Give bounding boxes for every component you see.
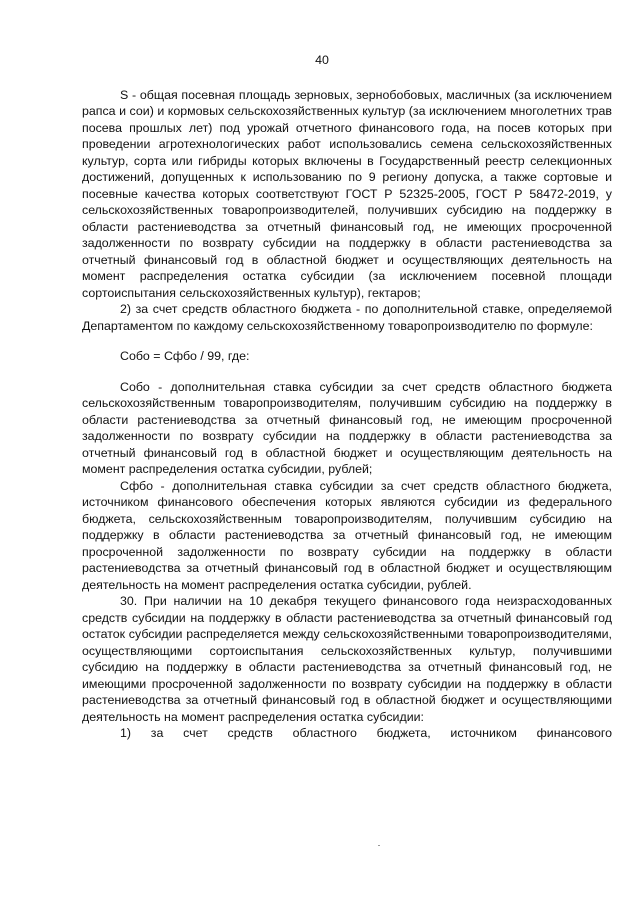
paragraph-regional-budget-rate: 2) за счет средств областного бюджета - по дополнительной ставке, определяемой Департаментом по каждому сельскохозяйственному товаропроизводителю по формуле:	[82, 302, 612, 333]
paragraph-sfbo-definition: Сфбо - дополнительная ставка субсидии за счет средств областного бюджета, источником финансового обеспечения которых являются субсидии из федерального бюджета, сельскохозяйственным товаропроизводителям, получившим субсидию на поддержку в области растениеводства за отчетный финансовый год, не имеющим просроченной задолженности по возврату субсидии на поддержку в области растениеводства за отчетный финансовый год в областной бюджет и осуществляющим деятельность на момент распределения остатка субсидии, рублей.	[82, 478, 612, 592]
paragraph-s-definition: S - общая посевная площадь зерновых, зернобобовых, масличных (за исключением рапса и сои) и кормовых сельскохозяйственных культур (за исключением многолетних трав посева прошлых лет) под урожай отчетного финансового года, на посев которых при проведении агротехнологических работ использовались семена сельскохозяйственных культур, сорта или гибриды которых включены в Государственный реестр селекционных достижений, допущенных к использованию по 9 региону допуска, а также сортовые и посевные качества которых соответствуют ГОСТ Р 52325-2005, ГОСТ Р 58472-2019, у сельскохозяйственных товаропроизводителей, получивших субсидию на поддержку в области растениеводства за отчетный финансовый год, не имеющих просроченной задолженности по возврату субсидии на поддержку в области растениеводства за отчетный финансовый год в областной бюджет и осуществляющих деятельность на момент распределения остатка субсидии (за исключением посевной площади сортоиспытания сельскохозяйственных культур), гектаров;	[82, 87, 612, 300]
scan-speck	[378, 845, 380, 846]
document-page	[82, 52, 612, 742]
formula: Собо = Сфбо / 99, где:	[120, 349, 250, 363]
page-number: 40	[315, 53, 329, 67]
paragraph-item-1: 1) за счет средств областного бюджета, источником финансового	[120, 726, 612, 740]
paragraph-item-30: 30. При наличии на 10 декабря текущего финансового года неизрасходованных средств субсидии на поддержку в области растениеводства за отчетный финансовый год остаток субсидии распределяется между сельскохозяйственными товаропроизводителями, осуществляющими сортоиспытания сельскохозяйственных культур, получившими субсидию на поддержку в области растениеводства за отчетный финансовый год, не имеющими просроченной задолженности по возврату субсидии на поддержку в области растениеводства за отчетный финансовый год в областной бюджет и осуществляющими деятельность на момент распределения остатка субсидии:	[82, 594, 612, 724]
paragraph-sobo-definition: Собо - дополнительная ставка субсидии за счет средств областного бюджета сельскохозяйственным товаропроизводителям, получившим субсидию на поддержку в области растениеводства за отчетный финансовый год, не имеющим просроченной задолженности по возврату субсидии на поддержку в области растениеводства за отчетный финансовый год в областной бюджет и осуществляющим деятельность на момент распределения остатка субсидии, рублей;	[82, 379, 612, 476]
